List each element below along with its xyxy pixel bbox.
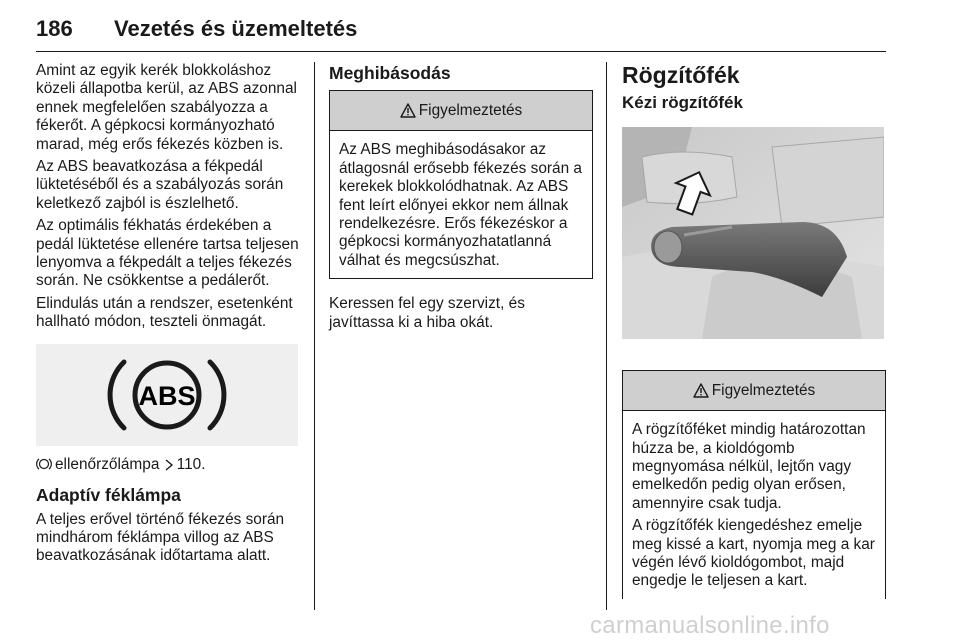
abs-symbol-label: ABS: [138, 380, 196, 411]
warning-header: [330, 91, 592, 131]
abs-lamp-icon: [102, 350, 232, 440]
control-lamp-label: ellenőrzőlámpa: [55, 455, 160, 473]
abs-warning-lamp-figure: [36, 344, 298, 446]
section-heading: Adaptív féklámpa: [36, 485, 181, 506]
column-abs: [36, 62, 304, 570]
handbrake-lever-photo: [622, 127, 884, 339]
page-reference-arrow-icon: [164, 459, 174, 471]
warning-text: A rögzítőféket mindig határozottan húzza be, a kioldógomb megnyomása nélkül, lejtőn vagy emelkedőn pedig olyan erősen, amennyire csak tudja.: [632, 421, 866, 512]
page-reference: 110.: [176, 455, 206, 473]
paragraph: Az ABS beavatkozása a fékpedál lüktetéséből és a szabályozás során keletkező zajból is észlelhető.: [36, 158, 284, 212]
warning-text: Az ABS meghibásodásakor az átlagosnál erősebb fékezés során a kerekek blokkolódhatnak. Az ABS fent leírt előnyei ekkor nem állnak rendelkezésre. Erős fékezéskor a gépkocsi kormányozhatatlanná válhat és megcsúszhat.: [339, 141, 582, 269]
subheading: Kézi rögzítőfék: [622, 93, 743, 113]
warning-box: [329, 90, 593, 279]
paragraph: Elindulás után a rendszer, esetenként hallható módon, teszteli önmagát.: [36, 294, 293, 331]
column-parking-brake: [622, 62, 886, 599]
page-number: 186: [36, 16, 73, 41]
page-header: [36, 12, 886, 52]
paragraph: Amint az egyik kerék blokkoláshoz közeli állapotba kerül, az ABS azonnal ennek megfelelően szabályozza a fékerőt. A gépkocsi kormányozható marad, még erős fékezés közben is.: [36, 62, 297, 153]
column-divider: [314, 62, 315, 610]
main-heading: Rögzítőfék: [622, 62, 740, 88]
paragraph: Az optimális fékhatás érdekében a pedál lüktetése ellenére tartsa teljesen lenyomva a fékpedált a teljes fékezés során. Ne csökkentse a pedálerőt.: [36, 217, 299, 290]
warning-body: [623, 411, 885, 599]
warning-text: A rögzítőfék kiengedéshez emelje meg kissé a kart, nyomja meg a kar végén lévő kioldógombot, majd engedje le teljesen a kart.: [632, 517, 875, 590]
warning-body: [330, 131, 592, 278]
warning-triangle-icon: [400, 103, 416, 118]
paragraph: A teljes erővel történő fékezés során mindhárom féklámpa villog az ABS beavatkozásának időtartama alatt.: [36, 510, 285, 565]
warning-title: Figyelmeztetés: [711, 381, 816, 399]
column-malfunction: [329, 62, 593, 336]
column-divider: [606, 62, 607, 610]
warning-header: [623, 371, 885, 411]
paragraph: Keressen fel egy szervizt, és javíttassa ki a hiba okát.: [329, 295, 525, 331]
warning-triangle-icon: [693, 383, 709, 398]
control-lamp-reference: [36, 456, 304, 474]
abs-lamp-icon: [36, 457, 52, 471]
chapter-title: Vezetés és üzemeltetés: [114, 16, 358, 41]
warning-box: [622, 370, 886, 599]
watermark: carmanualsonline.info: [590, 612, 830, 639]
warning-title: Figyelmeztetés: [418, 101, 523, 119]
section-heading: Meghibásodás: [329, 63, 451, 83]
